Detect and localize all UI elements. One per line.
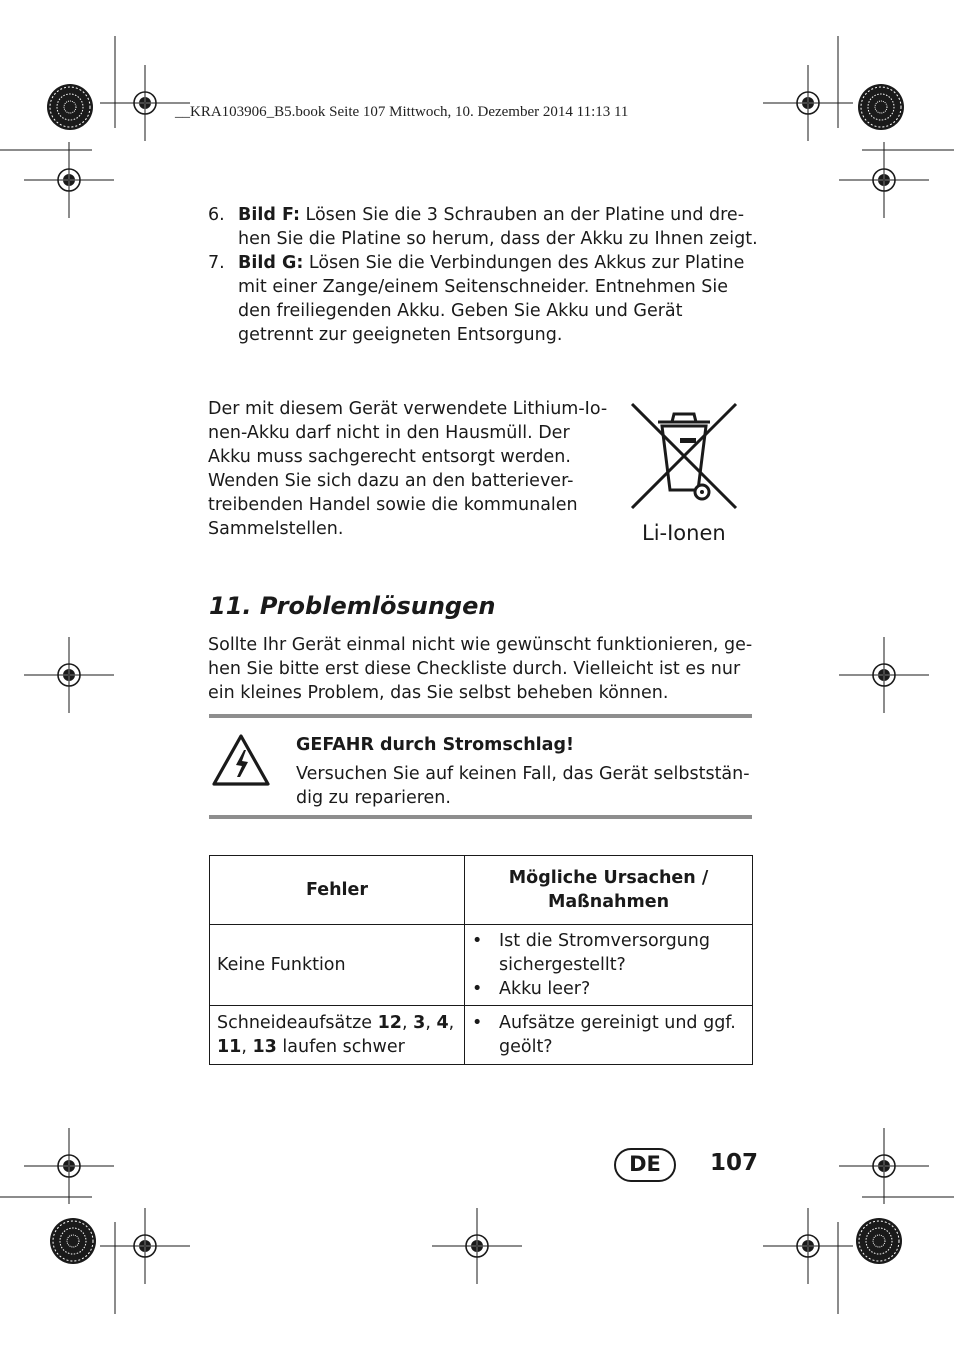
li-ion-label: Li-Ionen <box>642 521 726 545</box>
color-registration-star-top-left <box>47 84 93 130</box>
crosshair-mark <box>763 1208 853 1284</box>
step-figure-label: Bild G: <box>238 253 304 273</box>
warning-top-rule <box>209 714 752 718</box>
step-figure-label: Bild F: <box>238 205 300 225</box>
cause-item: • Ist die Stromversorgung sichergestellt? <box>472 929 745 977</box>
step-text: Bild G: Lösen Sie die Verbindungen des Akkus zur Platine mit einer Zange/einem Seitenschneider. Entnehmen Sie den freiliegenden Akku. Geben Sie Akku und Gerät getrennt zur geeigneten Entsorgung. <box>238 253 745 345</box>
table-row <box>210 925 753 1006</box>
table-row <box>210 1006 753 1065</box>
causes-cell <box>465 925 753 1006</box>
color-registration-star-top-right <box>858 84 904 130</box>
crosshair-mark <box>100 1208 190 1284</box>
electric-shock-warning-icon <box>211 733 271 787</box>
crosshair-mark <box>100 65 190 141</box>
column-header-causes: Mögliche Ursachen / Maßnahmen <box>465 856 753 925</box>
crosshair-mark <box>839 142 929 218</box>
step-list <box>208 203 758 347</box>
warning-text: Versuchen Sie auf keinen Fall, das Gerät selbststän-dig zu reparieren. <box>296 764 750 808</box>
crosshair-mark <box>763 65 853 141</box>
step-number: 7. <box>208 253 225 273</box>
cause-item: • Akku leer? <box>472 977 745 1001</box>
print-slug-header: __KRA103906_B5.book Seite 107 Mittwoch, 10. Dezember 2014 11:13 11 <box>175 104 629 120</box>
warning-title: GEFAHR durch Stromschlag! <box>296 735 574 755</box>
crossed-out-bin-icon <box>628 400 740 512</box>
crosshair-mark <box>24 142 114 218</box>
disposal-paragraph: Der mit diesem Gerät verwendete Lithium-Io-nen-Akku darf nicht in den Hausmüll. Der Akku muss sachgerecht entsorgt werden. Wenden Sie sich dazu an den batteriever-treibenden Handel sowie die kommunalen Sammelstellen. <box>208 399 608 539</box>
fault-cell: Schneideaufsätze 12, 3, 4, 11, 13 laufen schwer <box>210 1006 465 1065</box>
troubleshooting-table <box>209 855 753 1065</box>
causes-cell <box>465 1006 753 1065</box>
column-header-fault: Fehler <box>210 856 465 925</box>
cause-item: • Aufsätze gereinigt und ggf. geölt? <box>472 1011 745 1059</box>
warning-bottom-rule <box>209 815 752 819</box>
color-registration-star-bottom-left <box>50 1218 96 1264</box>
step-number: 6. <box>208 205 225 225</box>
section-heading: 11. Problemlösungen <box>209 592 496 620</box>
language-badge: DE <box>614 1148 676 1182</box>
crosshair-mark <box>432 1208 522 1284</box>
crosshair-mark <box>24 1128 114 1204</box>
table-header-row <box>210 856 753 925</box>
section-intro: Sollte Ihr Gerät einmal nicht wie gewünscht funktionieren, ge-hen Sie bitte erst diese Checkliste durch. Vielleicht ist es nur ein kleines Problem, das Sie selbst beheben können. <box>208 635 753 703</box>
page-number: 107 <box>710 1150 759 1176</box>
crosshair-mark <box>839 1128 929 1204</box>
color-registration-star-bottom-right <box>856 1218 902 1264</box>
fault-cell: Keine Funktion <box>210 925 465 1006</box>
step-text: Bild F: Lösen Sie die 3 Schrauben an der Platine und dre-hen Sie die Platine so herum, dass der Akku zu Ihnen zeigt. <box>238 205 758 249</box>
crosshair-mark <box>839 637 929 713</box>
crosshair-mark <box>24 637 114 713</box>
step-item <box>208 203 758 251</box>
step-item <box>208 251 758 347</box>
